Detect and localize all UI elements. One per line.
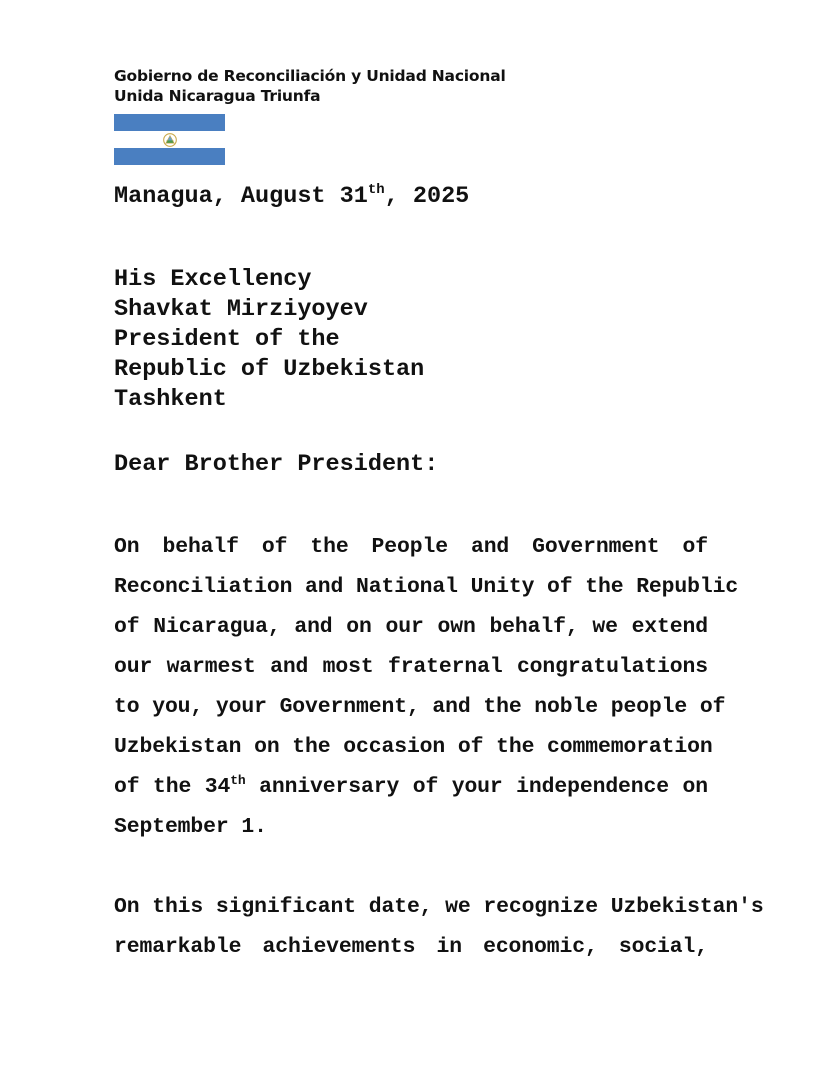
paragraph-line: our warmest and most fraternal congratulations [114,655,708,679]
recipient-address [114,265,424,415]
paragraph-line: Reconciliation and National Unity of the Republic [114,575,739,599]
letter-date [114,183,469,213]
body-paragraph-2 [114,887,764,967]
address-line: His Excellency [114,266,312,293]
flag-top-band [114,114,225,131]
date-text: Managua, August 31 [114,183,368,210]
line-text: of the 34 [114,775,231,799]
body-paragraph-1 [114,527,739,847]
letterhead-slogan: Unida Nicaragua Triunfa [114,87,321,105]
ordinal-suffix: th [230,773,246,788]
flag-bottom-band [114,148,225,165]
letterhead-government-name: Gobierno de Reconciliación y Unidad Nacional [114,67,506,85]
coat-of-arms-icon [163,133,177,147]
paragraph-line: On this significant date, we recognize Uzbekistan's [114,895,764,919]
salutation: Dear Brother President: [114,451,439,478]
nicaragua-flag-icon [114,114,225,165]
line-text: anniversary of your independence on [245,775,708,799]
paragraph-line: On behalf of the People and Government of [114,535,708,559]
paragraph-line: of Nicaragua, and on our own behalf, we extend [114,615,708,639]
paragraph-line: September 1. [114,815,267,839]
flag-middle-band [114,131,225,148]
paragraph-line: remarkable achievements in economic, social, [114,935,708,959]
address-line: President of the [114,326,340,353]
address-line: Shavkat Mirziyoyev [114,296,368,323]
letterhead [114,66,506,106]
date-ordinal-suffix: th [367,182,385,198]
address-line: Tashkent [114,386,227,413]
paragraph-line: to you, your Government, and the noble people of [114,695,726,719]
paragraph-line [114,767,708,807]
date-year: , 2025 [384,183,470,210]
paragraph-line: Uzbekistan on the occasion of the commemoration [114,735,713,759]
address-line: Republic of Uzbekistan [114,356,425,383]
